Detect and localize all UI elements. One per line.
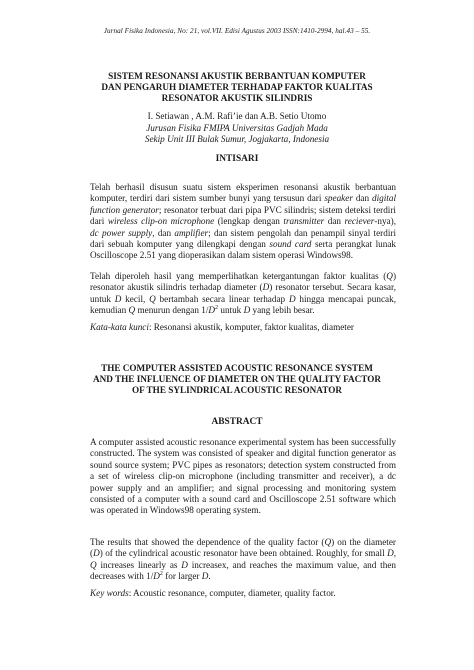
affiliation-line-2: Sekip Unit III Bulak Sumur, Jogjakarta, Indonesia	[144, 134, 330, 144]
abstract-keywords: Key words: Acoustic resonance, computer, diameter, quality factor.	[90, 588, 336, 598]
title-english	[48, 363, 426, 396]
title-id-line-3: RESONATOR AKUSTIK SILINDRIS	[161, 93, 313, 103]
title-indonesian	[60, 71, 414, 104]
title-en-line-2: AND THE INFLUENCE OF DIAMETER ON THE QUALITY FACTOR	[92, 374, 382, 384]
intisari-keywords: Kata-kata kunci: Resonansi akustik, komputer, faktor kualitas, diameter	[90, 322, 354, 332]
journal-header: Jurnal Fisika Indonesia, No: 21, vol.VII. Edisi Agustus 2003 ISSN:1410-2994, hal.43 – 55.	[103, 27, 371, 35]
title-en-line-3: OF THE SYLINDRICAL ACOUSTIC RESONATOR	[132, 385, 342, 395]
title-id-line-1: SISTEM RESONANSI AKUSTIK BERBANTUAN KOMPUTER	[108, 71, 366, 81]
intisari-heading: INTISARI	[215, 154, 259, 164]
abstract-heading: ABSTRACT	[211, 417, 263, 427]
title-id-line-2: DAN PENGARUH DIAMETER TERHADAP FAKTOR KUALITAS	[101, 82, 373, 92]
title-en-line-1: THE COMPUTER ASSISTED ACOUSTIC RESONANCE SYSTEM	[101, 363, 373, 373]
author-block	[0, 111, 474, 146]
abstract-paragraph-1: A computer assisted acoustic resonance experimental system has been successfully constructed. The system was consisted of speaker and digital function generator as sound source system; PVC pipes as resonators; detection system constructed from a set of wireless clip-on microphone (including transmitter and receiver), a dc power supply and an amplifier; and signal processing and monitoring system consisted of a computer with a sound card and Oscilloscope 2.51 software which was operated in Windows98 operating system.	[90, 437, 396, 516]
intisari-paragraph-2: Telah diperoleh hasil yang memperlihatkan ketergantungan faktor kualitas (Q) resonator akustik silindris terhadap diameter (D) resonator tersebut. Secara kasar, untuk D kecil, Q bertambah secara linear terhadap D hingga mencapai puncak, kemudian Q menurun dengan $1/D^2$ untuk D yang lebih besar.	[90, 271, 396, 316]
author-names: I. Setiawan , A.M. Rafi’ie dan A.B. Setio Utomo	[147, 111, 327, 121]
intisari-paragraph-1: Telah berhasil disusun suatu sistem eksperimen resonansi akustik berbantuan komputer, terdiri dari sistem sumber bunyi yang tersusun dari speaker dan digital function generator; resonator terbuat dari pipa PVC silindris; sistem deteksi terdiri dari wireless clip-on microphone (lengkap dengan transmitter dan reciever-nya), dc power supply, dan amplifier; dan sistem pengolah dan penampil sinyal terdiri dari sebuah komputer yang dilengkapi dengan sound card serta perangkat lunak Oscilloscope 2.51 yang dioperasikan dalam sistem operasi Windows98.	[90, 182, 397, 261]
affiliation-line-1: Jurusan Fisika FMIPA Universitas Gadjah Mada	[146, 122, 328, 133]
abstract-paragraph-2: The results that showed the dependence of the quality factor (Q) on the diameter (D) of the cylindrical acoustic resonator have been obtained. Roughly, for small D, Q increases linearly as D increasex, and reaches the maximum value, and then decreases with $1/D^2$ for larger D.	[90, 537, 397, 582]
